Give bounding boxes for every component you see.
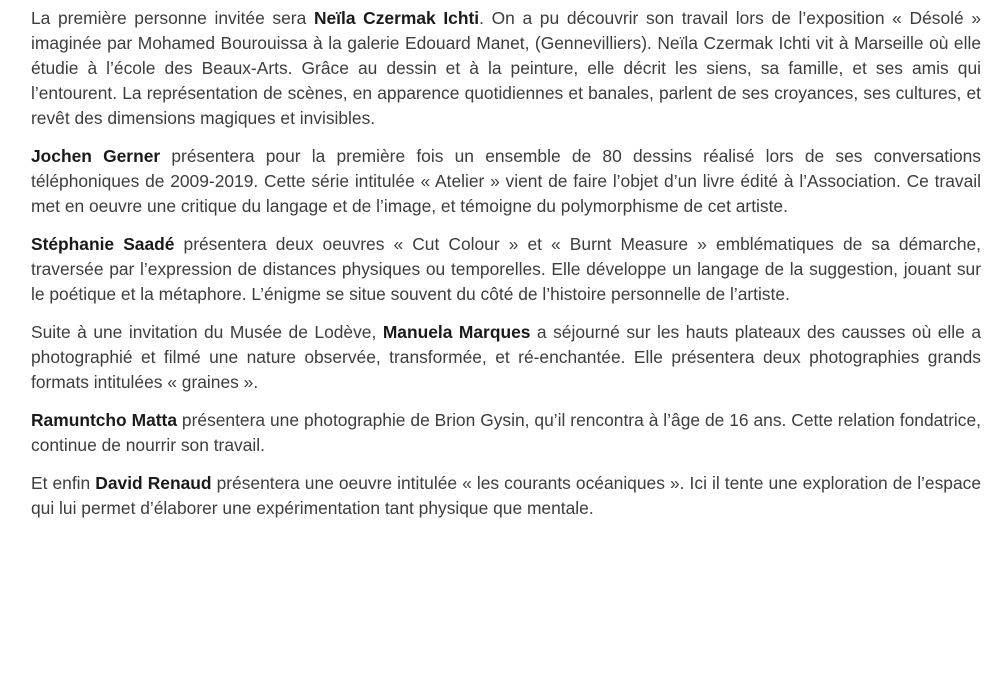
artist-name: Manuela Marques (382, 322, 531, 342)
paragraph-text: La première personne invitée sera (31, 8, 314, 28)
paragraph-text: . On a pu découvrir son travail lors de l’exposition « Désolé » imaginée par Mohamed Bourouissa à la galerie Edouard Manet, (Gennevilliers). Neïla Czermak Ichti vit à Marseille où elle étudie à l’école des Beaux-Arts. Grâce au dessin et à la peinture, elle décrit les siens, sa famille, et ses amis qui l’entourent. La représentation de scènes, en apparence quotidiennes et banales, parlent de ses croyances, ses cultures, et revêt des dimensions magiques et invisibles. (31, 8, 981, 128)
artist-name: Jochen Gerner (31, 146, 161, 166)
artist-name: Ramuntcho Matta (31, 410, 177, 430)
artist-name: Neïla Czermak Ichti (313, 8, 480, 28)
paragraph-neila-czermak-ichti (31, 6, 981, 131)
artist-name: Stéphanie Saadé (31, 234, 175, 254)
artist-name: David Renaud (95, 473, 212, 493)
paragraph-manuela-marques (31, 320, 981, 395)
paragraph-text: présentera pour la première fois un ensemble de 80 dessins réalisé lors de ses conversations téléphoniques de 2009-2019. Cette série intitulée « Atelier » vient de faire l’objet d’un livre édité à l’Association. Ce travail met en oeuvre une critique du langage et de l’image, et témoigne du polymorphisme de cet artiste. (31, 146, 981, 216)
paragraph-text: présentera une photographie de Brion Gysin, qu’il rencontra à l’âge de 16 ans. Cette relation fondatrice, continue de nourrir son travail. (31, 410, 981, 455)
paragraph-text: présentera une oeuvre intitulée « les courants océaniques ». Ici il tente une exploration de l’espace qui lui permet d’élaborer une expérimentation tant physique que mentale. (31, 473, 981, 518)
paragraph-text: a séjourné sur les hauts plateaux des causses où elle a photographié et filmé une nature observée, transformée, et ré-enchantée. Elle présentera deux photographies grands formats intitulées « graines ». (31, 322, 981, 392)
paragraph-david-renaud (31, 471, 981, 521)
paragraph-text: Suite à une invitation du Musée de Lodève, (31, 322, 383, 342)
paragraph-stephanie-saade (31, 232, 981, 307)
paragraph-jochen-gerner (31, 144, 981, 219)
paragraph-text: Et enfin (31, 473, 96, 493)
paragraph-ramuntcho-matta (31, 408, 981, 458)
paragraph-text: présentera deux oeuvres « Cut Colour » et « Burnt Measure » emblématiques de sa démarche, traversée par l’expression de distances physiques ou temporelles. Elle développe un langage de la suggestion, jouant sur le poétique et la métaphore. L’énigme se situe souvent du côté de l’histoire personnelle de l’artiste. (31, 234, 981, 304)
